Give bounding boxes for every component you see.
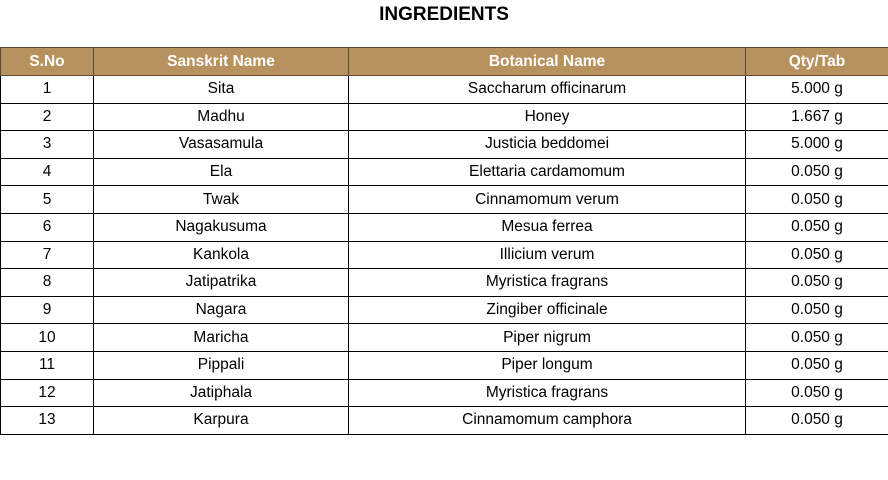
table-row xyxy=(1,379,888,407)
cell-sanskrit-name: Ela xyxy=(94,158,349,186)
cell-sanskrit-name: Kankola xyxy=(94,241,349,269)
table-row xyxy=(1,351,888,379)
table-row xyxy=(1,269,888,297)
cell-qty: 0.050 g xyxy=(746,324,888,352)
cell-botanical-name: Justicia beddomei xyxy=(349,131,746,159)
cell-botanical-name: Cinnamomum camphora xyxy=(349,407,746,435)
cell-sno: 8 xyxy=(1,269,94,297)
table-row xyxy=(1,186,888,214)
cell-sno: 9 xyxy=(1,296,94,324)
header-sanskrit-name: Sanskrit Name xyxy=(94,48,349,76)
cell-sanskrit-name: Maricha xyxy=(94,324,349,352)
cell-qty: 1.667 g xyxy=(746,103,888,131)
cell-botanical-name: Mesua ferrea xyxy=(349,213,746,241)
cell-botanical-name: Cinnamomum verum xyxy=(349,186,746,214)
cell-botanical-name: Piper nigrum xyxy=(349,324,746,352)
cell-sno: 12 xyxy=(1,379,94,407)
cell-botanical-name: Illicium verum xyxy=(349,241,746,269)
cell-qty: 0.050 g xyxy=(746,407,888,435)
cell-sanskrit-name: Nagakusuma xyxy=(94,213,349,241)
ingredients-table xyxy=(0,47,888,435)
header-sno: S.No xyxy=(1,48,94,76)
table-body xyxy=(1,76,888,435)
table-row xyxy=(1,407,888,435)
table-row xyxy=(1,213,888,241)
cell-sanskrit-name: Pippali xyxy=(94,351,349,379)
cell-botanical-name: Piper longum xyxy=(349,351,746,379)
table-row xyxy=(1,131,888,159)
cell-qty: 0.050 g xyxy=(746,158,888,186)
header-botanical-name: Botanical Name xyxy=(349,48,746,76)
cell-sno: 2 xyxy=(1,103,94,131)
cell-botanical-name: Zingiber officinale xyxy=(349,296,746,324)
header-qty-per-tab: Qty/Tab xyxy=(746,48,888,76)
cell-qty: 5.000 g xyxy=(746,131,888,159)
cell-sno: 4 xyxy=(1,158,94,186)
cell-sno: 13 xyxy=(1,407,94,435)
cell-botanical-name: Saccharum officinarum xyxy=(349,76,746,104)
cell-sno: 6 xyxy=(1,213,94,241)
header-row xyxy=(1,48,888,76)
cell-sanskrit-name: Vasasamula xyxy=(94,131,349,159)
cell-botanical-name: Honey xyxy=(349,103,746,131)
cell-sanskrit-name: Jatipatrika xyxy=(94,269,349,297)
table-row xyxy=(1,296,888,324)
cell-sno: 7 xyxy=(1,241,94,269)
cell-qty: 0.050 g xyxy=(746,213,888,241)
cell-sno: 5 xyxy=(1,186,94,214)
cell-sno: 11 xyxy=(1,351,94,379)
cell-botanical-name: Myristica fragrans xyxy=(349,379,746,407)
cell-sanskrit-name: Madhu xyxy=(94,103,349,131)
cell-qty: 0.050 g xyxy=(746,296,888,324)
table-row xyxy=(1,324,888,352)
page-title: INGREDIENTS xyxy=(379,4,509,25)
table-row xyxy=(1,241,888,269)
cell-botanical-name: Elettaria cardamomum xyxy=(349,158,746,186)
cell-sno: 3 xyxy=(1,131,94,159)
cell-qty: 0.050 g xyxy=(746,351,888,379)
cell-qty: 0.050 g xyxy=(746,379,888,407)
cell-qty: 0.050 g xyxy=(746,186,888,214)
cell-sanskrit-name: Nagara xyxy=(94,296,349,324)
cell-qty: 0.050 g xyxy=(746,241,888,269)
table-row xyxy=(1,76,888,104)
cell-sanskrit-name: Twak xyxy=(94,186,349,214)
cell-sanskrit-name: Karpura xyxy=(94,407,349,435)
table-header xyxy=(1,48,888,76)
cell-qty: 5.000 g xyxy=(746,76,888,104)
table-row xyxy=(1,103,888,131)
cell-sno: 10 xyxy=(1,324,94,352)
cell-sno: 1 xyxy=(1,76,94,104)
table-row xyxy=(1,158,888,186)
cell-qty: 0.050 g xyxy=(746,269,888,297)
cell-sanskrit-name: Sita xyxy=(94,76,349,104)
cell-botanical-name: Myristica fragrans xyxy=(349,269,746,297)
cell-sanskrit-name: Jatiphala xyxy=(94,379,349,407)
